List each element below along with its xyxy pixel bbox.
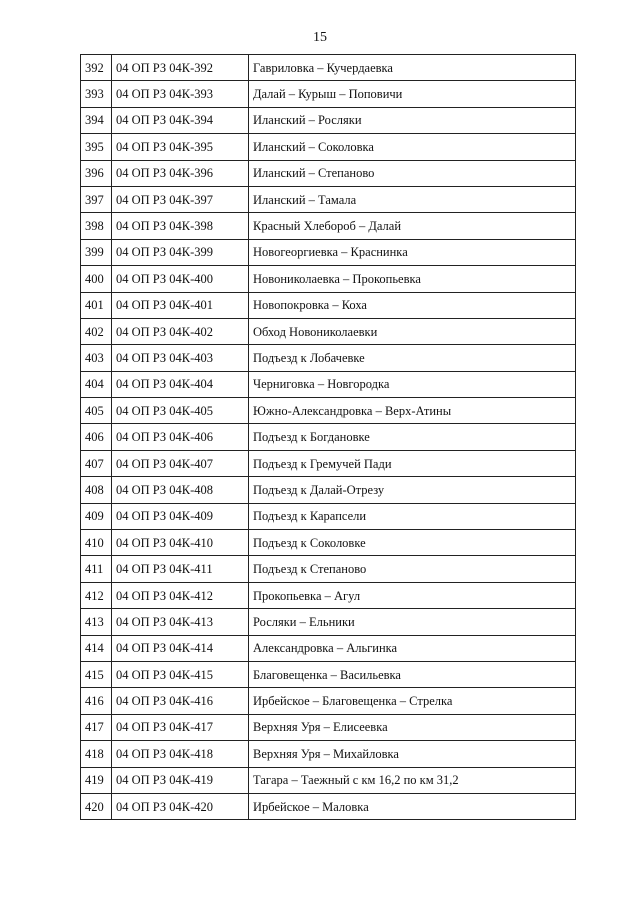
road-code-cell: 04 ОП РЗ 04К-405 xyxy=(112,398,249,424)
row-number-cell: 392 xyxy=(81,55,112,81)
road-name-cell: Александровка – Альгинка xyxy=(249,635,576,661)
road-name-cell: Иланский – Тамала xyxy=(249,186,576,212)
road-name-cell: Подъезд к Карапсели xyxy=(249,503,576,529)
row-number-cell: 420 xyxy=(81,793,112,819)
road-name-cell: Верхняя Уря – Михайловка xyxy=(249,741,576,767)
road-name-cell: Черниговка – Новгородка xyxy=(249,371,576,397)
row-number-cell: 410 xyxy=(81,530,112,556)
road-name-cell: Росляки – Ельники xyxy=(249,609,576,635)
row-number-cell: 402 xyxy=(81,318,112,344)
table-row xyxy=(81,793,576,819)
road-name-cell: Ирбейское – Маловка xyxy=(249,793,576,819)
table-row xyxy=(81,609,576,635)
row-number-cell: 415 xyxy=(81,661,112,687)
row-number-cell: 419 xyxy=(81,767,112,793)
row-number-cell: 413 xyxy=(81,609,112,635)
road-name-cell: Ирбейское – Благовещенка – Стрелка xyxy=(249,688,576,714)
road-code-cell: 04 ОП РЗ 04К-406 xyxy=(112,424,249,450)
road-code-cell: 04 ОП РЗ 04К-403 xyxy=(112,345,249,371)
road-code-cell: 04 ОП РЗ 04К-397 xyxy=(112,186,249,212)
row-number-cell: 405 xyxy=(81,398,112,424)
table-row xyxy=(81,160,576,186)
road-name-cell: Подъезд к Далай-Отрезу xyxy=(249,477,576,503)
road-code-cell: 04 ОП РЗ 04К-411 xyxy=(112,556,249,582)
table-row xyxy=(81,477,576,503)
table-row xyxy=(81,239,576,265)
row-number-cell: 401 xyxy=(81,292,112,318)
road-name-cell: Подъезд к Богдановке xyxy=(249,424,576,450)
table-row xyxy=(81,371,576,397)
row-number-cell: 417 xyxy=(81,714,112,740)
road-code-cell: 04 ОП РЗ 04К-401 xyxy=(112,292,249,318)
road-name-cell: Красный Хлебороб – Далай xyxy=(249,213,576,239)
road-name-cell: Новогеоргиевка – Краснинка xyxy=(249,239,576,265)
road-name-cell: Подъезд к Лобачевке xyxy=(249,345,576,371)
road-name-cell: Южно-Александровка – Верх-Атины xyxy=(249,398,576,424)
row-number-cell: 408 xyxy=(81,477,112,503)
road-code-cell: 04 ОП РЗ 04К-414 xyxy=(112,635,249,661)
row-number-cell: 416 xyxy=(81,688,112,714)
table-row xyxy=(81,556,576,582)
road-code-cell: 04 ОП РЗ 04К-419 xyxy=(112,767,249,793)
table-row xyxy=(81,688,576,714)
row-number-cell: 412 xyxy=(81,582,112,608)
table-row xyxy=(81,661,576,687)
road-code-cell: 04 ОП РЗ 04К-398 xyxy=(112,213,249,239)
table-row xyxy=(81,213,576,239)
table-row xyxy=(81,292,576,318)
road-name-cell: Прокопьевка – Агул xyxy=(249,582,576,608)
table-row xyxy=(81,398,576,424)
road-code-cell: 04 ОП РЗ 04К-396 xyxy=(112,160,249,186)
road-code-cell: 04 ОП РЗ 04К-413 xyxy=(112,609,249,635)
road-code-cell: 04 ОП РЗ 04К-417 xyxy=(112,714,249,740)
road-name-cell: Иланский – Степаново xyxy=(249,160,576,186)
table-row xyxy=(81,714,576,740)
page-number: 15 xyxy=(313,30,327,45)
road-name-cell: Обход Новониколаевки xyxy=(249,318,576,344)
roads-table-body xyxy=(81,55,576,820)
row-number-cell: 396 xyxy=(81,160,112,186)
roads-table xyxy=(80,54,576,820)
row-number-cell: 414 xyxy=(81,635,112,661)
table-row xyxy=(81,424,576,450)
road-code-cell: 04 ОП РЗ 04К-394 xyxy=(112,107,249,133)
road-name-cell: Иланский – Соколовка xyxy=(249,134,576,160)
row-number-cell: 400 xyxy=(81,266,112,292)
table-row xyxy=(81,582,576,608)
road-name-cell: Иланский – Росляки xyxy=(249,107,576,133)
road-code-cell: 04 ОП РЗ 04К-418 xyxy=(112,741,249,767)
table-row xyxy=(81,503,576,529)
road-code-cell: 04 ОП РЗ 04К-404 xyxy=(112,371,249,397)
row-number-cell: 411 xyxy=(81,556,112,582)
road-code-cell: 04 ОП РЗ 04К-412 xyxy=(112,582,249,608)
row-number-cell: 403 xyxy=(81,345,112,371)
road-code-cell: 04 ОП РЗ 04К-420 xyxy=(112,793,249,819)
table-row xyxy=(81,767,576,793)
road-code-cell: 04 ОП РЗ 04К-416 xyxy=(112,688,249,714)
table-row xyxy=(81,266,576,292)
road-code-cell: 04 ОП РЗ 04К-393 xyxy=(112,81,249,107)
table-row xyxy=(81,134,576,160)
road-name-cell: Далай – Курыш – Поповичи xyxy=(249,81,576,107)
table-row xyxy=(81,107,576,133)
road-code-cell: 04 ОП РЗ 04К-410 xyxy=(112,530,249,556)
table-row xyxy=(81,345,576,371)
road-name-cell: Верхняя Уря – Елисеевка xyxy=(249,714,576,740)
row-number-cell: 409 xyxy=(81,503,112,529)
table-row xyxy=(81,635,576,661)
road-code-cell: 04 ОП РЗ 04К-395 xyxy=(112,134,249,160)
row-number-cell: 399 xyxy=(81,239,112,265)
road-code-cell: 04 ОП РЗ 04К-415 xyxy=(112,661,249,687)
road-code-cell: 04 ОП РЗ 04К-392 xyxy=(112,55,249,81)
row-number-cell: 397 xyxy=(81,186,112,212)
table-row xyxy=(81,450,576,476)
table-row xyxy=(81,741,576,767)
road-name-cell: Благовещенка – Васильевка xyxy=(249,661,576,687)
row-number-cell: 404 xyxy=(81,371,112,397)
table-row xyxy=(81,186,576,212)
road-name-cell: Гавриловка – Кучердаевка xyxy=(249,55,576,81)
road-name-cell: Подъезд к Соколовке xyxy=(249,530,576,556)
table-row xyxy=(81,318,576,344)
road-code-cell: 04 ОП РЗ 04К-409 xyxy=(112,503,249,529)
road-name-cell: Подъезд к Гремучей Пади xyxy=(249,450,576,476)
row-number-cell: 394 xyxy=(81,107,112,133)
road-code-cell: 04 ОП РЗ 04К-400 xyxy=(112,266,249,292)
road-name-cell: Новопокровка – Коха xyxy=(249,292,576,318)
row-number-cell: 406 xyxy=(81,424,112,450)
table-row xyxy=(81,81,576,107)
road-code-cell: 04 ОП РЗ 04К-408 xyxy=(112,477,249,503)
row-number-cell: 393 xyxy=(81,81,112,107)
road-code-cell: 04 ОП РЗ 04К-407 xyxy=(112,450,249,476)
road-name-cell: Тагара – Таежный с км 16,2 по км 31,2 xyxy=(249,767,576,793)
table-row xyxy=(81,530,576,556)
road-code-cell: 04 ОП РЗ 04К-399 xyxy=(112,239,249,265)
road-name-cell: Подъезд к Степаново xyxy=(249,556,576,582)
row-number-cell: 407 xyxy=(81,450,112,476)
road-code-cell: 04 ОП РЗ 04К-402 xyxy=(112,318,249,344)
row-number-cell: 395 xyxy=(81,134,112,160)
row-number-cell: 418 xyxy=(81,741,112,767)
table-row xyxy=(81,55,576,81)
road-name-cell: Новониколаевка – Прокопьевка xyxy=(249,266,576,292)
row-number-cell: 398 xyxy=(81,213,112,239)
